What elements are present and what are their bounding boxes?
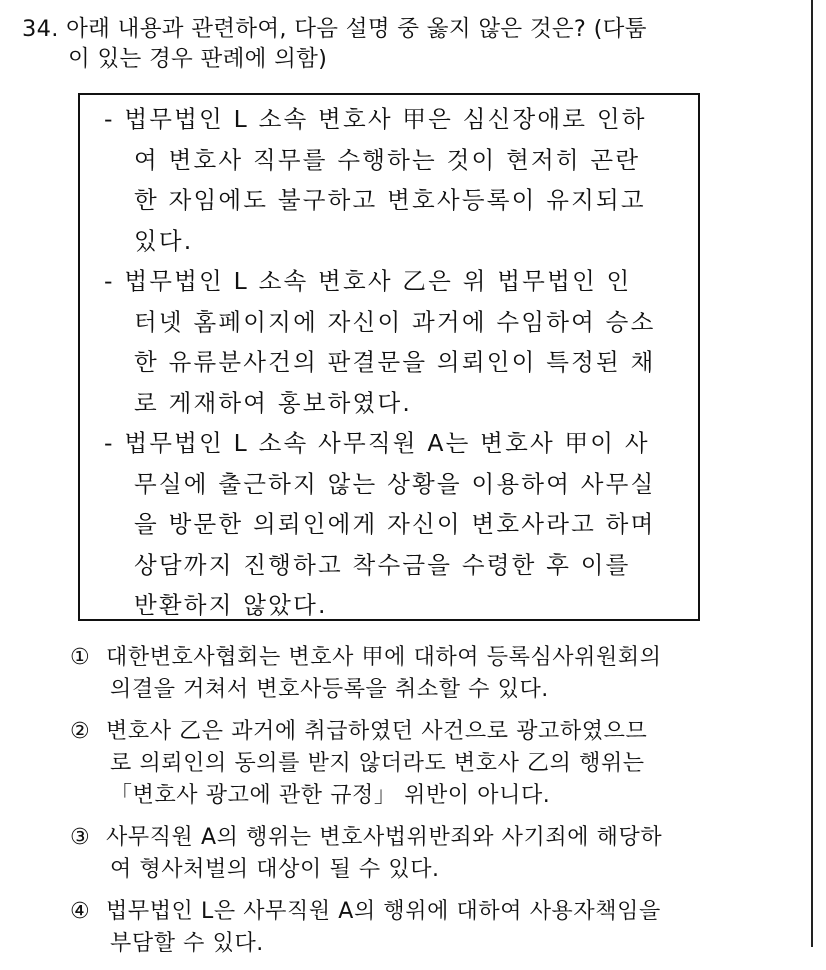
scenario-line: 터넷 홈페이지에 자신이 과거에 수임하여 승소: [134, 307, 656, 336]
choice-text: 여 형사처벌의 대상이 될 수 있다.: [110, 857, 440, 882]
choice-text: 법무법인 L은 사무직원 A의 행위에 대하여 사용자책임을: [106, 899, 661, 924]
choice-text: 「변호사 광고에 관한 규정」 위반이 아니다.: [110, 783, 551, 808]
choice-text: 의결을 거쳐서 변호사등록을 취소할 수 있다.: [110, 677, 549, 702]
scenario-line: - 법무법인 L 소속 사무직원 A는 변호사 甲이 사: [104, 429, 650, 457]
choice-text: 대한변호사협회는 변호사 甲에 대하여 등록심사위원회의: [106, 645, 662, 670]
scenario-line: 여 변호사 직무를 수행하는 것이 현저히 곤란: [134, 145, 641, 174]
choice-text: 변호사 乙은 과거에 취급하였던 사건으로 광고하였으므: [106, 719, 648, 744]
answer-choice-3[interactable]: [70, 822, 770, 886]
answer-choice-4[interactable]: [70, 896, 770, 960]
page-right-border: [811, 0, 813, 947]
scenario-text: [104, 99, 684, 626]
question-number: 34.: [22, 16, 59, 42]
question-text-line: 이 있는 경우 판례에 의함): [68, 46, 328, 72]
choice-text: 로 의뢰인의 동의를 받지 않더라도 변호사 乙의 행위는: [110, 751, 645, 776]
question-stem: [22, 14, 792, 74]
choice-text: 사무직원 A의 행위는 변호사법위반죄와 사기죄에 해당하: [106, 825, 663, 850]
choice-line: [70, 896, 770, 928]
choice-line: [70, 822, 770, 854]
choice-marker: ④: [70, 899, 91, 924]
scenario-line: 있다.: [134, 226, 194, 255]
scenario-item: [104, 261, 684, 423]
choice-line: [70, 642, 770, 674]
choice-text: 부담할 수 있다.: [110, 931, 264, 956]
answer-choice-1[interactable]: [70, 642, 770, 706]
answer-choice-2[interactable]: [70, 716, 770, 812]
choice-line: [70, 716, 770, 748]
question-text-line: 아래 내용과 관련하여, 다음 설명 중 옳지 않은 것은? (다툼: [66, 16, 647, 42]
question-line-1: [22, 14, 792, 44]
scenario-line: - 법무법인 L 소속 변호사 甲은 심신장애로 인하: [104, 105, 647, 133]
choice-marker: ①: [70, 645, 91, 670]
answer-choices: [70, 642, 770, 970]
scenario-line: 상담까지 진행하고 착수금을 수령한 후 이를: [134, 550, 631, 579]
scenario-item: [104, 423, 684, 626]
scenario-line: 을 방문한 의뢰인에게 자신이 변호사라고 하며: [134, 510, 656, 538]
scenario-line: 반환하지 않았다.: [134, 591, 328, 619]
scenario-item: [104, 99, 684, 261]
scenario-line: 한 자임에도 불구하고 변호사등록이 유지되고: [134, 186, 646, 214]
choice-marker: ③: [70, 825, 91, 850]
scenario-line: 로 게재하여 홍보하였다.: [134, 388, 413, 417]
choice-marker: ②: [70, 719, 91, 744]
scenario-box: [78, 93, 700, 621]
scenario-line: 한 유류분사건의 판결문을 의뢰인이 특정된 채: [134, 348, 656, 376]
scenario-line: 무실에 출근하지 않는 상황을 이용하여 사무실: [134, 469, 656, 498]
scenario-line: - 법무법인 L 소속 변호사 乙은 위 법무법인 인: [104, 267, 632, 295]
